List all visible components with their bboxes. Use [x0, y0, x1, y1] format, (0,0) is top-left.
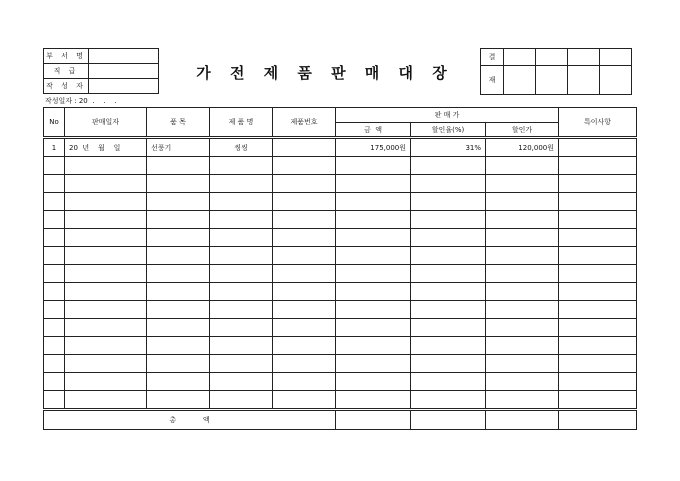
row-date-cell[interactable] — [65, 337, 147, 355]
author-field[interactable] — [89, 79, 159, 94]
row-product-cell[interactable] — [210, 229, 273, 247]
row-price-cell[interactable]: 120,000원 — [486, 138, 559, 157]
row-amount-cell[interactable] — [336, 391, 411, 410]
row-rate-cell[interactable] — [411, 337, 486, 355]
row-rate-cell[interactable] — [411, 229, 486, 247]
row-no-cell[interactable] — [44, 265, 65, 283]
row-item-cell[interactable] — [147, 247, 210, 265]
row-serial-cell[interactable] — [273, 391, 336, 410]
row-notes-cell[interactable] — [559, 138, 637, 157]
table-row — [44, 157, 637, 175]
approval-sign-cell[interactable] — [536, 66, 568, 95]
approval-sign-cell[interactable] — [600, 49, 632, 66]
row-item-cell[interactable] — [147, 373, 210, 391]
row-date-cell[interactable] — [65, 265, 147, 283]
row-product-cell[interactable] — [210, 355, 273, 373]
row-rate-cell[interactable] — [411, 247, 486, 265]
row-notes-cell[interactable] — [559, 391, 637, 410]
row-serial-cell[interactable] — [273, 319, 336, 337]
row-date-cell[interactable] — [65, 373, 147, 391]
row-no-cell[interactable] — [44, 247, 65, 265]
row-product-cell[interactable] — [210, 157, 273, 175]
row-rate-cell[interactable] — [411, 391, 486, 410]
row-serial-cell[interactable] — [273, 247, 336, 265]
row-no-cell[interactable] — [44, 193, 65, 211]
row-price-cell[interactable] — [486, 337, 559, 355]
department-field[interactable] — [89, 49, 159, 64]
row-rate-cell[interactable] — [411, 355, 486, 373]
row-rate-cell[interactable] — [411, 319, 486, 337]
row-price-cell[interactable] — [486, 193, 559, 211]
row-notes-cell[interactable] — [559, 211, 637, 229]
header-sale-date: 판매일자 — [65, 108, 147, 138]
row-item-cell[interactable] — [147, 229, 210, 247]
row-notes-cell[interactable] — [559, 247, 637, 265]
table-row — [44, 283, 637, 301]
row-product-cell[interactable] — [210, 373, 273, 391]
row-no-cell[interactable] — [44, 319, 65, 337]
row-item-cell[interactable] — [147, 211, 210, 229]
row-no-cell[interactable] — [44, 337, 65, 355]
approval-label-2: 재 — [481, 66, 504, 95]
row-item-cell[interactable] — [147, 283, 210, 301]
row-date-cell[interactable] — [65, 157, 147, 175]
row-item-cell[interactable] — [147, 319, 210, 337]
row-date-cell[interactable] — [65, 283, 147, 301]
approval-label-1: 결 — [481, 49, 504, 66]
row-date-cell[interactable] — [65, 391, 147, 410]
row-item-cell[interactable]: 선풍기 — [147, 138, 210, 157]
row-item-cell[interactable] — [147, 391, 210, 410]
row-item-cell[interactable] — [147, 265, 210, 283]
row-rate-cell[interactable] — [411, 157, 486, 175]
department-label: 부 서 명 — [44, 49, 89, 64]
table-row — [44, 211, 637, 229]
row-price-cell[interactable] — [486, 229, 559, 247]
row-product-cell[interactable] — [210, 301, 273, 319]
row-price-cell[interactable] — [486, 319, 559, 337]
row-amount-cell[interactable] — [336, 211, 411, 229]
row-amount-cell[interactable] — [336, 175, 411, 193]
approval-sign-cell[interactable] — [504, 49, 536, 66]
row-amount-cell[interactable] — [336, 301, 411, 319]
row-item-cell[interactable] — [147, 193, 210, 211]
row-serial-cell[interactable] — [273, 157, 336, 175]
row-price-cell[interactable] — [486, 175, 559, 193]
row-serial-cell[interactable] — [273, 175, 336, 193]
table-row — [44, 175, 637, 193]
row-item-cell[interactable] — [147, 355, 210, 373]
row-price-cell[interactable] — [486, 391, 559, 410]
row-product-cell[interactable]: 씽씽 — [210, 138, 273, 157]
table-row — [44, 337, 637, 355]
row-notes-cell[interactable] — [559, 319, 637, 337]
table-row — [44, 301, 637, 319]
table-row — [44, 319, 637, 337]
row-rate-cell[interactable] — [411, 373, 486, 391]
row-serial-cell[interactable] — [273, 373, 336, 391]
row-serial-cell[interactable] — [273, 211, 336, 229]
approval-sign-cell[interactable] — [600, 66, 632, 95]
row-rate-cell[interactable] — [411, 265, 486, 283]
row-price-cell[interactable] — [486, 283, 559, 301]
row-product-cell[interactable] — [210, 247, 273, 265]
header-discount-rate: 할인율(%) — [411, 123, 486, 138]
header-product-name: 제 품 명 — [210, 108, 273, 138]
row-product-cell[interactable] — [210, 193, 273, 211]
row-amount-cell[interactable] — [336, 229, 411, 247]
row-rate-cell[interactable] — [411, 193, 486, 211]
row-price-cell[interactable] — [486, 301, 559, 319]
row-amount-cell[interactable] — [336, 355, 411, 373]
row-notes-cell[interactable] — [559, 373, 637, 391]
row-serial-cell[interactable] — [273, 229, 336, 247]
row-price-cell[interactable] — [486, 211, 559, 229]
row-product-cell[interactable] — [210, 319, 273, 337]
row-amount-cell[interactable] — [336, 337, 411, 355]
row-no-cell[interactable] — [44, 301, 65, 319]
row-serial-cell[interactable] — [273, 265, 336, 283]
row-date-cell[interactable] — [65, 301, 147, 319]
row-notes-cell[interactable] — [559, 337, 637, 355]
table-row — [44, 193, 637, 211]
row-notes-cell[interactable] — [559, 193, 637, 211]
row-no-cell[interactable] — [44, 373, 65, 391]
approval-sign-cell[interactable] — [568, 49, 600, 66]
row-item-cell[interactable] — [147, 337, 210, 355]
table-row — [44, 373, 637, 391]
row-no-cell[interactable] — [44, 211, 65, 229]
row-price-cell[interactable] — [486, 157, 559, 175]
row-item-cell[interactable] — [147, 157, 210, 175]
header-item: 품 목 — [147, 108, 210, 138]
row-rate-cell[interactable] — [411, 175, 486, 193]
row-rate-cell[interactable] — [411, 283, 486, 301]
row-item-cell[interactable] — [147, 301, 210, 319]
row-product-cell[interactable] — [210, 265, 273, 283]
row-date-cell[interactable] — [65, 319, 147, 337]
row-date-cell[interactable] — [65, 175, 147, 193]
row-date-cell[interactable] — [65, 229, 147, 247]
row-serial-cell[interactable] — [273, 355, 336, 373]
approval-box — [480, 48, 632, 95]
row-no-cell[interactable] — [44, 355, 65, 373]
row-date-cell[interactable] — [65, 247, 147, 265]
total-rate-cell[interactable] — [411, 410, 486, 430]
info-box — [43, 48, 159, 94]
position-field[interactable] — [89, 64, 159, 79]
table-row — [44, 138, 637, 157]
row-no-cell[interactable] — [44, 175, 65, 193]
row-notes-cell[interactable] — [559, 157, 637, 175]
row-notes-cell[interactable] — [559, 175, 637, 193]
table-row — [44, 391, 637, 410]
row-notes-cell[interactable] — [559, 301, 637, 319]
row-price-cell[interactable] — [486, 247, 559, 265]
row-item-cell[interactable] — [147, 175, 210, 193]
row-rate-cell[interactable] — [411, 301, 486, 319]
row-date-cell[interactable] — [65, 211, 147, 229]
header-amount: 금 액 — [336, 123, 411, 138]
row-no-cell[interactable]: 1 — [44, 138, 65, 157]
row-notes-cell[interactable] — [559, 229, 637, 247]
total-label: 총 액 — [44, 410, 336, 430]
row-no-cell[interactable] — [44, 283, 65, 301]
row-date-cell[interactable] — [65, 355, 147, 373]
approval-sign-cell[interactable] — [536, 49, 568, 66]
row-price-cell[interactable] — [486, 355, 559, 373]
total-row — [44, 410, 637, 430]
table-row — [44, 229, 637, 247]
approval-sign-cell[interactable] — [568, 66, 600, 95]
row-price-cell[interactable] — [486, 373, 559, 391]
row-rate-cell[interactable] — [411, 211, 486, 229]
page-title: 가 전 제 품 판 매 대 장 — [196, 64, 454, 82]
header-product-number: 제품번호 — [273, 108, 336, 138]
row-notes-cell[interactable] — [559, 355, 637, 373]
header-no: No — [44, 108, 65, 138]
creation-date: 작성일자 : 20 . . . — [45, 97, 117, 105]
row-price-cell[interactable] — [486, 265, 559, 283]
row-product-cell[interactable] — [210, 283, 273, 301]
header-notes: 특이사항 — [559, 108, 637, 138]
row-product-cell[interactable] — [210, 175, 273, 193]
row-amount-cell[interactable] — [336, 319, 411, 337]
sales-ledger-table — [43, 107, 637, 430]
row-amount-cell[interactable] — [336, 157, 411, 175]
row-amount-cell[interactable] — [336, 283, 411, 301]
row-amount-cell[interactable]: 175,000원 — [336, 138, 411, 157]
row-product-cell[interactable] — [210, 391, 273, 410]
row-serial-cell[interactable] — [273, 138, 336, 157]
row-no-cell[interactable] — [44, 391, 65, 410]
row-no-cell[interactable] — [44, 229, 65, 247]
row-amount-cell[interactable] — [336, 373, 411, 391]
total-price-cell[interactable] — [486, 410, 559, 430]
header-discount-price: 할인가 — [486, 123, 559, 138]
table-row — [44, 247, 637, 265]
row-serial-cell[interactable] — [273, 193, 336, 211]
table-row — [44, 355, 637, 373]
row-amount-cell[interactable] — [336, 193, 411, 211]
total-amount-cell[interactable] — [336, 410, 411, 430]
row-rate-cell[interactable]: 31% — [411, 138, 486, 157]
row-date-cell[interactable]: 20 년 월 일 — [65, 138, 147, 157]
table-row — [44, 265, 637, 283]
row-notes-cell[interactable] — [559, 265, 637, 283]
row-serial-cell[interactable] — [273, 301, 336, 319]
position-label: 직 급 — [44, 64, 89, 79]
row-amount-cell[interactable] — [336, 265, 411, 283]
total-notes-cell[interactable] — [559, 410, 637, 430]
author-label: 작 성 자 — [44, 79, 89, 94]
row-date-cell[interactable] — [65, 193, 147, 211]
header-sale-price: 판 매 가 — [336, 108, 559, 123]
row-no-cell[interactable] — [44, 157, 65, 175]
row-product-cell[interactable] — [210, 337, 273, 355]
row-serial-cell[interactable] — [273, 283, 336, 301]
row-notes-cell[interactable] — [559, 283, 637, 301]
row-amount-cell[interactable] — [336, 247, 411, 265]
row-product-cell[interactable] — [210, 211, 273, 229]
row-serial-cell[interactable] — [273, 337, 336, 355]
approval-sign-cell[interactable] — [504, 66, 536, 95]
